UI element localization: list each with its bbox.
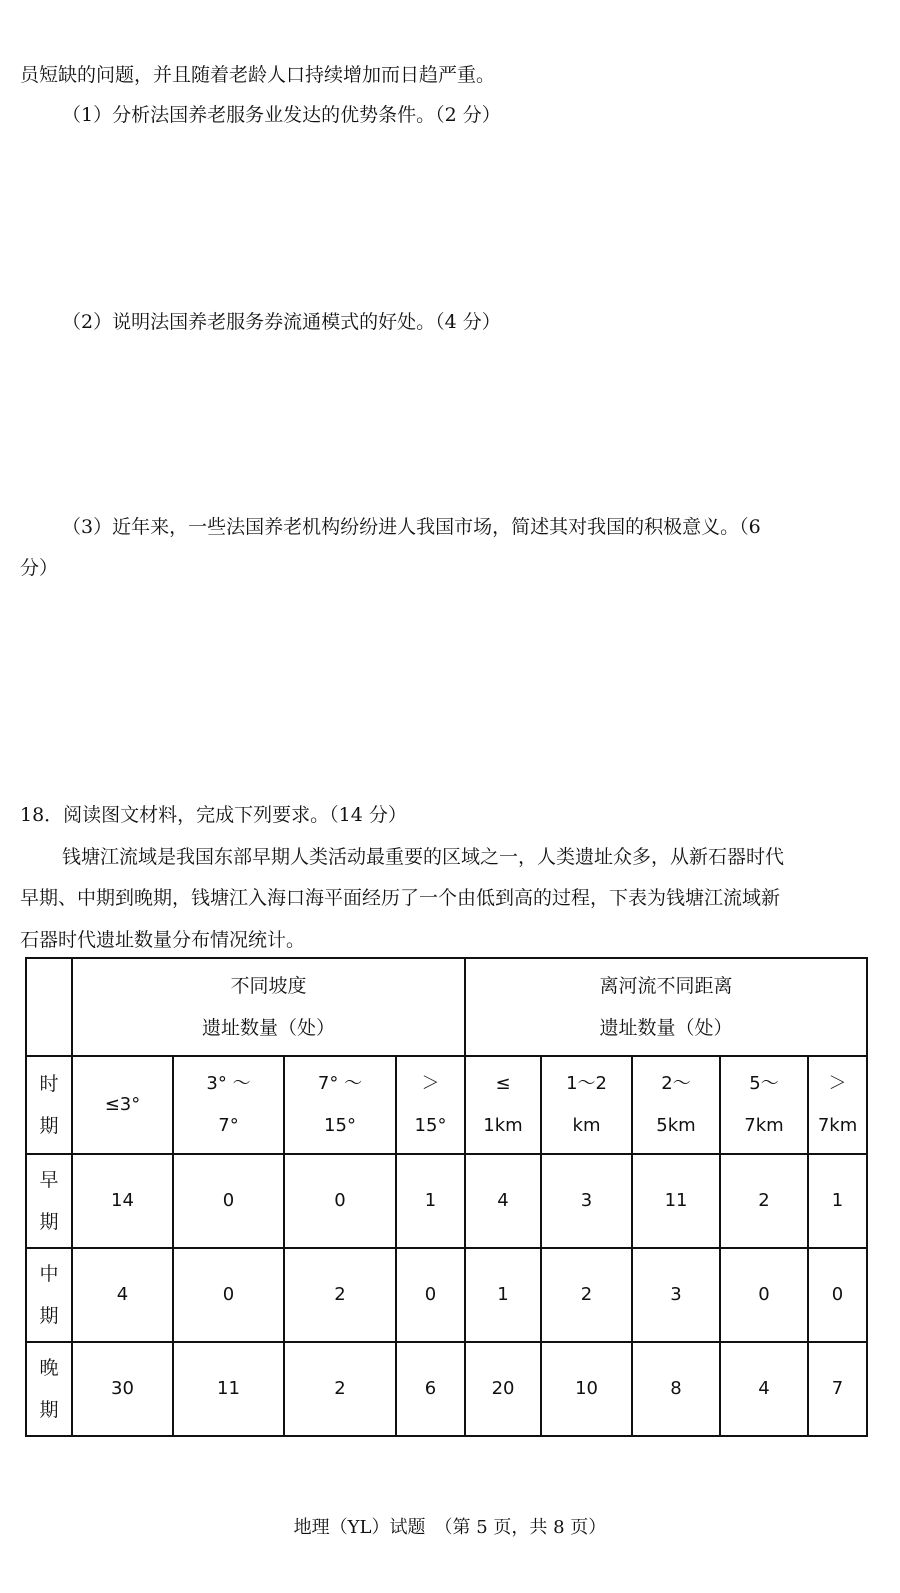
value-cell: 0	[173, 1154, 284, 1248]
sub-header-row	[26, 1056, 867, 1154]
distance-group-title: 离河流不同距离	[599, 975, 733, 997]
slope-col-header: ≤3°	[72, 1056, 173, 1154]
distance-group-unit: 遗址数量（处）	[599, 1017, 733, 1039]
value-cell: 8	[632, 1342, 720, 1436]
distance-col-header: ＞ 7km	[808, 1056, 867, 1154]
distance-col-header: 1～2 km	[541, 1056, 632, 1154]
value-cell: 4	[720, 1342, 808, 1436]
material-line-3: 石器时代遗址数量分布情况统计。	[20, 929, 306, 951]
value-cell: 3	[541, 1154, 632, 1248]
value-cell: 1	[396, 1154, 465, 1248]
distance-col-header: 5～ 7km	[720, 1056, 808, 1154]
value-cell: 0	[173, 1248, 284, 1342]
question-3-line2: 分）	[20, 557, 59, 579]
value-cell: 4	[465, 1154, 541, 1248]
value-cell: 0	[720, 1248, 808, 1342]
value-cell: 1	[465, 1248, 541, 1342]
value-cell: 1	[808, 1154, 867, 1248]
value-cell: 3	[632, 1248, 720, 1342]
table-row	[26, 1154, 867, 1248]
group-header-row	[26, 958, 867, 1056]
value-cell: 14	[72, 1154, 173, 1248]
value-cell: 30	[72, 1342, 173, 1436]
corner-cell	[26, 958, 72, 1056]
slope-col-header: 3° ～ 7°	[173, 1056, 284, 1154]
question-3-line1: （3）近年来，一些法国养老机构纷纷进人我国市场，简述其对我国的积极意义。（6	[62, 516, 761, 538]
text-line-top: 员短缺的问题，并且随着老龄人口持续增加而日趋严重。	[20, 64, 496, 86]
slope-group-unit: 遗址数量（处）	[202, 1017, 336, 1039]
slope-group-header	[72, 958, 465, 1056]
distance-col-header: 2～ 5km	[632, 1056, 720, 1154]
material-line-2: 早期、中期到晚期，钱塘江入海口海平面经历了一个由低到高的过程，下表为钱塘江流域新	[20, 887, 781, 909]
value-cell: 0	[396, 1248, 465, 1342]
slope-group-title: 不同坡度	[230, 975, 307, 997]
distance-col-header: ≤ 1km	[465, 1056, 541, 1154]
question-2: （2）说明法国养老服务券流通模式的好处。（4 分）	[62, 311, 501, 333]
period-cell: 早 期	[26, 1154, 72, 1248]
period-header: 时 期	[26, 1056, 72, 1154]
page-footer: 地理（YL）试题 （第 5 页，共 8 页）	[293, 1517, 607, 1538]
value-cell: 10	[541, 1342, 632, 1436]
value-cell: 2	[284, 1342, 396, 1436]
value-cell: 2	[720, 1154, 808, 1248]
value-cell: 7	[808, 1342, 867, 1436]
value-cell: 11	[173, 1342, 284, 1436]
slope-col-header: ＞ 15°	[396, 1056, 465, 1154]
value-cell: 4	[72, 1248, 173, 1342]
distance-group-header	[465, 958, 867, 1056]
table-row	[26, 1248, 867, 1342]
value-cell: 0	[808, 1248, 867, 1342]
material-line-1: 钱塘江流域是我国东部早期人类活动最重要的区域之一，人类遗址众多，从新石器时代	[62, 846, 785, 868]
value-cell: 2	[284, 1248, 396, 1342]
table-row	[26, 1342, 867, 1436]
period-cell: 晚 期	[26, 1342, 72, 1436]
period-cell: 中 期	[26, 1248, 72, 1342]
value-cell: 20	[465, 1342, 541, 1436]
value-cell: 0	[284, 1154, 396, 1248]
slope-col-header: 7° ～ 15°	[284, 1056, 396, 1154]
value-cell: 6	[396, 1342, 465, 1436]
value-cell: 2	[541, 1248, 632, 1342]
site-distribution-table	[25, 957, 868, 1437]
question-18-title: 18．阅读图文材料，完成下列要求。（14 分）	[20, 804, 407, 826]
value-cell: 11	[632, 1154, 720, 1248]
question-1: （1）分析法国养老服务业发达的优势条件。（2 分）	[62, 104, 501, 126]
